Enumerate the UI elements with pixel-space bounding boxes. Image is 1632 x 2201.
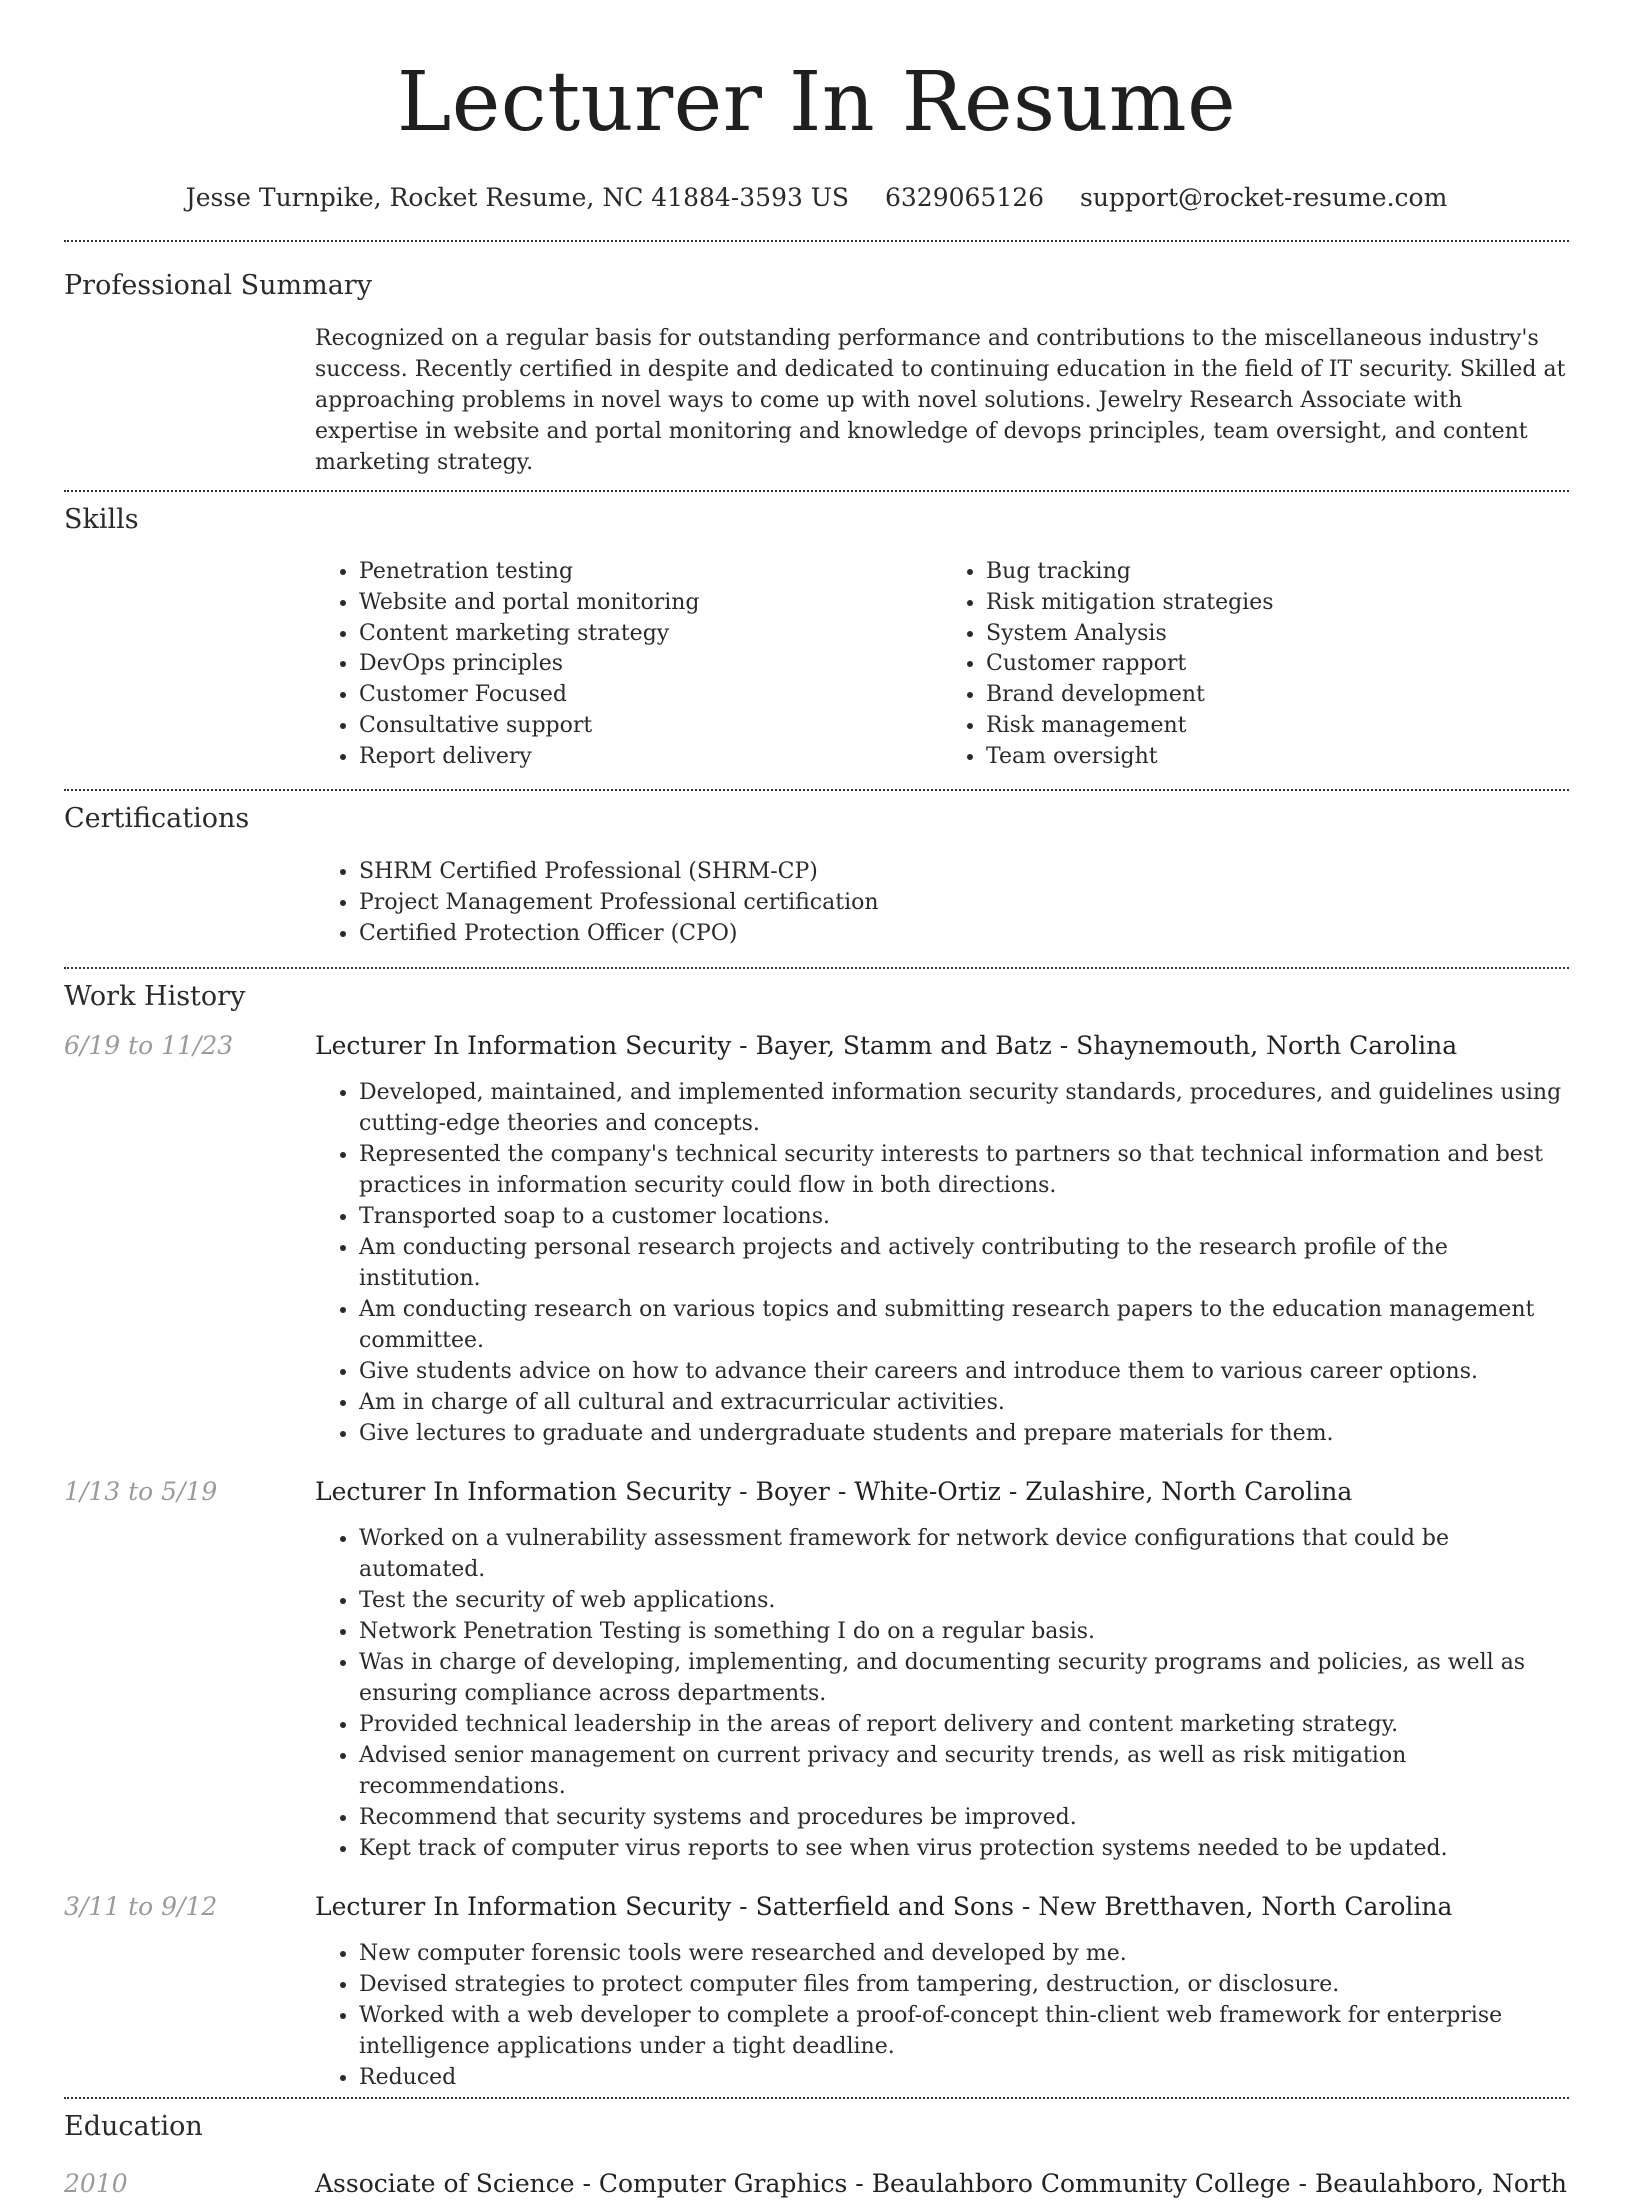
job-bullet: • Devised strategies to protect computer files from tampering, destruction, or disclosure. xyxy=(359,1969,1569,2000)
job-bullet: • New computer forensic tools were researched and developed by me. xyxy=(359,1938,1569,1969)
certification-item: • Project Management Professional certification xyxy=(359,887,1569,918)
skill-item: • Website and portal monitoring xyxy=(359,588,942,619)
job-bullet-list xyxy=(315,1077,1569,1449)
skill-item: • Penetration testing xyxy=(359,557,942,588)
job-bullets xyxy=(315,1523,1569,1864)
skills-grid xyxy=(315,557,1569,773)
skill-item: • Customer Focused xyxy=(359,680,942,711)
resume-page xyxy=(64,0,1569,2201)
job-bullet: • Transported soap to a customer locations. xyxy=(359,1201,1569,1232)
skill-item: • Bug tracking xyxy=(986,557,1569,588)
skill-item: • System Analysis xyxy=(986,619,1569,650)
job-bullet: • Worked on a vulnerability assessment framework for network device configurations that could be automated. xyxy=(359,1523,1569,1585)
job-entry xyxy=(64,1890,1569,2093)
job-date: 1/13 to 5/19 xyxy=(64,1476,218,1506)
job-date: 3/11 to 9/12 xyxy=(64,1891,218,1921)
job-bullets xyxy=(315,1938,1569,2093)
divider xyxy=(64,789,1569,791)
job-bullet: • Was in charge of developing, implementing, and documenting security programs and policies, as well as ensuring compliance across departments. xyxy=(359,1647,1569,1709)
education-entry xyxy=(64,2167,1569,2201)
skill-item: • Risk mitigation strategies xyxy=(986,588,1569,619)
job-bullet: • Worked with a web developer to complete a proof-of-concept thin-client web framework for enterprise intelligence applications under a tight deadline. xyxy=(359,2000,1569,2062)
skill-item: • Report delivery xyxy=(359,742,942,773)
job-bullet: • Am conducting personal research projects and actively contributing to the research profile of the institution. xyxy=(359,1232,1569,1294)
job-bullet: • Advised senior management on current privacy and security trends, as well as risk mitigation recommendations. xyxy=(359,1740,1569,1802)
job-bullet: • Reduced xyxy=(359,2062,1569,2093)
skill-item: • DevOps principles xyxy=(359,649,942,680)
divider xyxy=(64,2097,1569,2099)
job-bullet: • Provided technical leadership in the areas of report delivery and content marketing strategy. xyxy=(359,1709,1569,1740)
skill-item: • Team oversight xyxy=(986,742,1569,773)
skills-right-list xyxy=(942,557,1569,773)
skills-heading: Skills xyxy=(64,504,139,535)
skill-item: • Risk management xyxy=(986,711,1569,742)
skill-item: • Consultative support xyxy=(359,711,942,742)
skill-item: • Content marketing strategy xyxy=(359,619,942,650)
divider xyxy=(64,967,1569,969)
job-bullet: • Network Penetration Testing is something I do on a regular basis. xyxy=(359,1616,1569,1647)
education-title: Associate of Science - Computer Graphics - Beaulahboro Community College - Beaulahboro, North xyxy=(315,2168,1568,2198)
job-title: Lecturer In Information Security - Boyer - White-Ortiz - Zulashire, North Carolina xyxy=(315,1476,1353,1506)
job-bullet: • Am conducting research on various topics and submitting research papers to the education management committee. xyxy=(359,1294,1569,1356)
divider xyxy=(64,490,1569,492)
work-history-list xyxy=(64,1029,1569,2093)
job-entry xyxy=(64,1029,1569,1449)
skills-left-list xyxy=(315,557,942,773)
contact-phone: 6329065126 xyxy=(884,183,1045,212)
certification-item: • Certified Protection Officer (CPO) xyxy=(359,918,1569,949)
certifications-list xyxy=(315,856,1569,949)
education-date: 2010 xyxy=(64,2168,128,2198)
summary-text: Recognized on a regular basis for outstanding performance and contributions to the miscellaneous industry's success. Recently certified in despite and dedicated to continuing education in the field of IT security. Skilled at approaching problems in novel ways to come up with novel solutions. Jewelry Research Associate with expertise in website and portal monitoring and knowledge of devops principles, team oversight, and content marketing strategy. xyxy=(315,326,1566,475)
job-bullets xyxy=(315,1077,1569,1449)
job-bullet: • Give students advice on how to advance their careers and introduce them to various career options. xyxy=(359,1356,1569,1387)
certifications-body xyxy=(315,856,1569,949)
job-entry xyxy=(64,1475,1569,1864)
job-bullet: • Represented the company's technical security interests to partners so that technical information and best practices in information security could flow in both directions. xyxy=(359,1139,1569,1201)
contact-address: Jesse Turnpike, Rocket Resume, NC 41884-3593 US xyxy=(185,183,850,212)
summary-heading: Professional Summary xyxy=(64,270,372,301)
skill-item: • Brand development xyxy=(986,680,1569,711)
job-bullet: • Test the security of web applications. xyxy=(359,1585,1569,1616)
job-bullet: • Developed, maintained, and implemented information security standards, procedures, and guidelines using cutting-edge theories and concepts. xyxy=(359,1077,1569,1139)
job-bullet-list xyxy=(315,1523,1569,1864)
job-title: Lecturer In Information Security - Satterfield and Sons - New Bretthaven, North Carolina xyxy=(315,1891,1453,1921)
resume-title: Lecturer In Resume xyxy=(396,55,1237,150)
job-bullet: • Give lectures to graduate and undergraduate students and prepare materials for them. xyxy=(359,1418,1569,1449)
job-bullet: • Am in charge of all cultural and extracurricular activities. xyxy=(359,1387,1569,1418)
skill-item: • Customer rapport xyxy=(986,649,1569,680)
certifications-heading: Certifications xyxy=(64,802,250,834)
job-bullet-list xyxy=(315,1938,1569,2093)
certification-item: • SHRM Certified Professional (SHRM-CP) xyxy=(359,856,1569,887)
work-history-heading: Work History xyxy=(64,980,246,1012)
contact-line xyxy=(64,180,1569,216)
job-title: Lecturer In Information Security - Bayer, Stamm and Batz - Shaynemouth, North Carolina xyxy=(315,1030,1458,1060)
contact-email[interactable]: support@rocket-resume.com xyxy=(1080,183,1448,212)
job-bullet: • Kept track of computer virus reports to see when virus protection systems needed to be updated. xyxy=(359,1833,1569,1864)
job-bullet: • Recommend that security systems and procedures be improved. xyxy=(359,1802,1569,1833)
education-list xyxy=(64,2167,1569,2201)
divider xyxy=(64,240,1569,242)
job-date: 6/19 to 11/23 xyxy=(64,1030,234,1060)
education-heading: Education xyxy=(64,2110,203,2142)
